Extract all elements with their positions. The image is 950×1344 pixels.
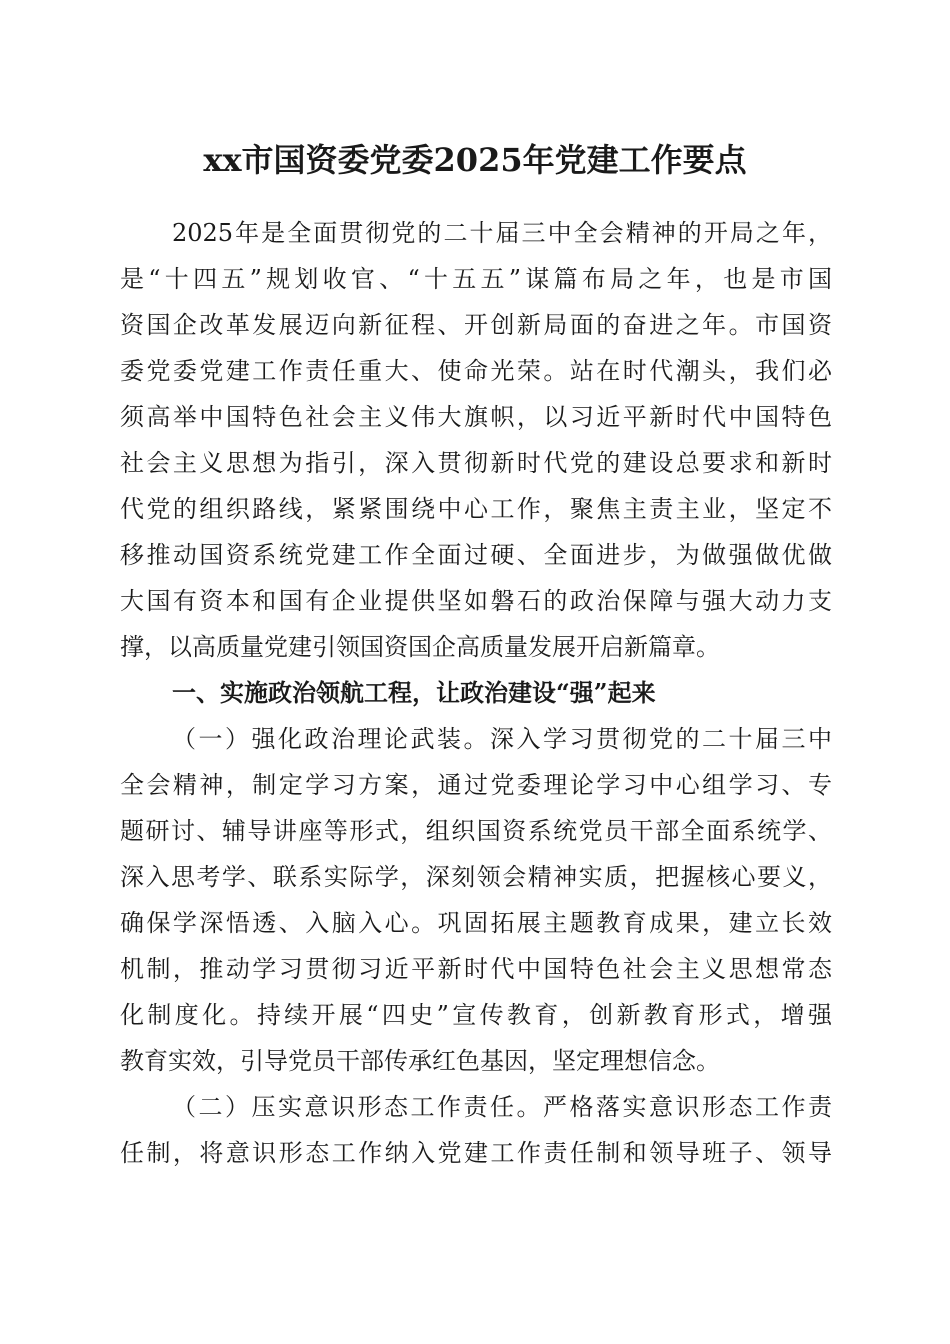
- paragraph-line: 须高举中国特色社会主义伟大旗帜，以习近平新时代中国特色: [120, 403, 832, 431]
- paragraph-line: 大国有资本和国有企业提供坚如磐石的政治保障与强大动力支: [120, 587, 832, 615]
- paragraph-line: 社会主义思想为指引，深入贯彻新时代党的建设总要求和新时: [120, 449, 832, 477]
- item-one-paragraph: [120, 716, 832, 1084]
- paragraph-line: 是“十四五”规划收官、“十五五”谋篇布局之年，也是市国: [120, 265, 832, 293]
- paragraph-line: 2025年是全面贯彻党的二十届三中全会精神的开局之年，: [172, 219, 832, 247]
- paragraph-line: 资国企改革发展迈向新征程、开创新局面的奋进之年。市国资: [120, 311, 832, 339]
- paragraph-line: 题研讨、辅导讲座等形式，组织国资系统党员干部全面系统学、: [120, 817, 832, 845]
- paragraph-line: 代党的组织路线，紧紧围绕中心工作，聚焦主责主业，坚定不: [120, 495, 832, 523]
- paragraph-line: 机制，推动学习贯彻习近平新时代中国特色社会主义思想常态: [120, 955, 832, 983]
- paragraph-line: 撑，以高质量党建引领国资国企高质量发展开启新篇章。: [120, 633, 720, 661]
- paragraph-line: 移推动国资系统党建工作全面过硬、全面进步，为做强做优做: [120, 541, 832, 569]
- section-heading: 一、实施政治领航工程，让政治建设“强”起来: [172, 678, 656, 707]
- paragraph-line: 化制度化。持续开展“四史”宣传教育，创新教育形式，增强: [120, 1001, 832, 1029]
- paragraph-line: 委党委党建工作责任重大、使命光荣。站在时代潮头，我们必: [120, 357, 832, 385]
- intro-paragraph: [120, 210, 832, 670]
- paragraph-line: 教育实效，引导党员干部传承红色基因，坚定理想信念。: [120, 1047, 720, 1075]
- paragraph-line: 确保学深悟透、入脑入心。巩固拓展主题教育成果，建立长效: [120, 909, 832, 937]
- paragraph-line: 深入思考学、联系实际学，深刻领会精神实质，把握核心要义，: [120, 863, 832, 891]
- paragraph-line: （二）压实意识形态工作责任。严格落实意识形态工作责: [172, 1093, 832, 1121]
- paragraph-line: 任制，将意识形态工作纳入党建工作责任制和领导班子、领导: [120, 1139, 832, 1167]
- paragraph-line: （一）强化政治理论武装。深入学习贯彻党的二十届三中: [172, 725, 832, 753]
- document-body: [120, 210, 832, 1176]
- item-two-paragraph: [120, 1084, 832, 1176]
- document-title: xx市国资委党委2025年党建工作要点: [203, 141, 747, 179]
- paragraph-line: 全会精神，制定学习方案，通过党委理论学习中心组学习、专: [120, 771, 832, 799]
